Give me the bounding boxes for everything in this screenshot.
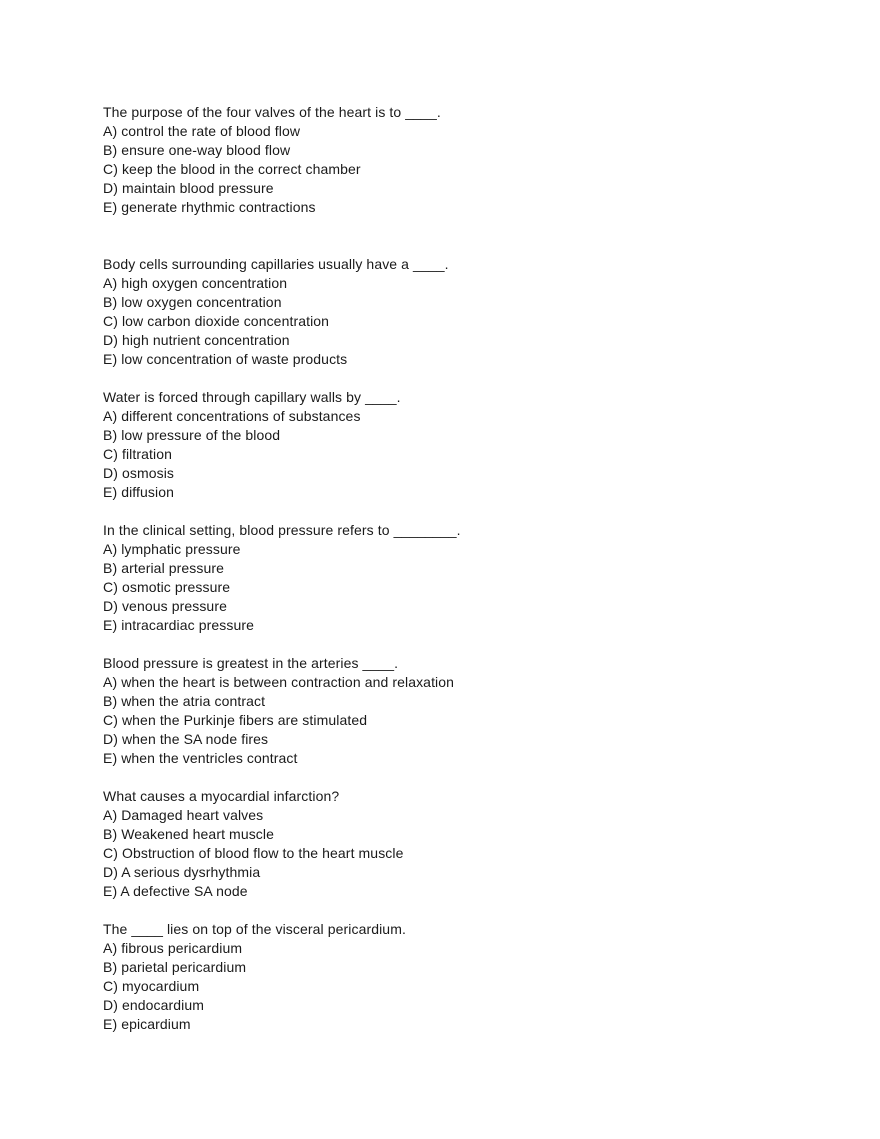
question-option-e: E) intracardiac pressure bbox=[103, 617, 255, 633]
question-option-b: B) Weakened heart muscle bbox=[103, 826, 275, 842]
question-prompt: In the clinical setting, blood pressure refers to ________. bbox=[103, 522, 461, 538]
question-option-d: D) high nutrient concentration bbox=[103, 332, 290, 348]
question-option-a: A) lymphatic pressure bbox=[103, 541, 241, 557]
question-option-d: D) when the SA node fires bbox=[103, 731, 269, 747]
question-option-e: E) epicardium bbox=[103, 1016, 191, 1032]
question-option-a: A) high oxygen concentration bbox=[103, 275, 288, 291]
question-block-2 bbox=[103, 255, 820, 369]
question-option-b: B) arterial pressure bbox=[103, 560, 225, 576]
question-prompt: The ____ lies on top of the visceral pericardium. bbox=[103, 921, 406, 937]
question-option-e: E) low concentration of waste products bbox=[103, 351, 348, 367]
question-option-a: A) Damaged heart valves bbox=[103, 807, 264, 823]
question-block-4 bbox=[103, 521, 820, 635]
question-option-b: B) low pressure of the blood bbox=[103, 427, 281, 443]
question-option-e: E) A defective SA node bbox=[103, 883, 248, 899]
question-option-d: D) A serious dysrhythmia bbox=[103, 864, 261, 880]
question-option-d: D) maintain blood pressure bbox=[103, 180, 274, 196]
question-option-c: C) filtration bbox=[103, 446, 172, 462]
question-option-c: C) Obstruction of blood flow to the heart muscle bbox=[103, 845, 404, 861]
question-block-6 bbox=[103, 787, 820, 901]
question-option-c: C) osmotic pressure bbox=[103, 579, 231, 595]
question-option-b: B) when the atria contract bbox=[103, 693, 266, 709]
question-prompt: Body cells surrounding capillaries usually have a ____. bbox=[103, 256, 449, 272]
question-option-c: C) myocardium bbox=[103, 978, 200, 994]
question-block-3 bbox=[103, 388, 820, 502]
question-option-c: C) keep the blood in the correct chamber bbox=[103, 161, 361, 177]
question-block-5 bbox=[103, 654, 820, 768]
question-option-d: D) osmosis bbox=[103, 465, 175, 481]
question-block-7 bbox=[103, 920, 820, 1034]
question-option-b: B) parietal pericardium bbox=[103, 959, 247, 975]
question-prompt: Water is forced through capillary walls by ____. bbox=[103, 389, 401, 405]
question-option-d: D) endocardium bbox=[103, 997, 204, 1013]
question-option-a: A) when the heart is between contraction and relaxation bbox=[103, 674, 455, 690]
question-option-a: A) different concentrations of substances bbox=[103, 408, 361, 424]
question-option-a: A) control the rate of blood flow bbox=[103, 123, 301, 139]
question-option-b: B) low oxygen concentration bbox=[103, 294, 282, 310]
question-option-a: A) fibrous pericardium bbox=[103, 940, 243, 956]
question-prompt: Blood pressure is greatest in the arteries ____. bbox=[103, 655, 399, 671]
question-prompt: The purpose of the four valves of the heart is to ____. bbox=[103, 104, 441, 120]
question-option-c: C) low carbon dioxide concentration bbox=[103, 313, 330, 329]
question-prompt: What causes a myocardial infarction? bbox=[103, 788, 340, 804]
question-option-b: B) ensure one-way blood flow bbox=[103, 142, 291, 158]
question-option-c: C) when the Purkinje fibers are stimulated bbox=[103, 712, 368, 728]
question-option-e: E) diffusion bbox=[103, 484, 174, 500]
question-block-1 bbox=[103, 103, 820, 217]
question-option-e: E) generate rhythmic contractions bbox=[103, 199, 316, 215]
question-option-e: E) when the ventricles contract bbox=[103, 750, 298, 766]
question-option-d: D) venous pressure bbox=[103, 598, 227, 614]
